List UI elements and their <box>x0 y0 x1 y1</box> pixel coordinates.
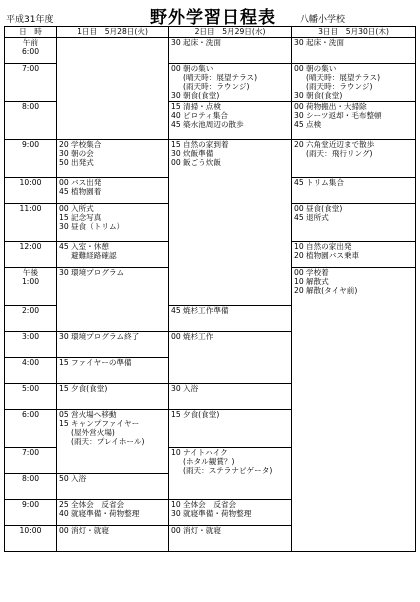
time-value: 4:00 <box>21 358 40 367</box>
entry-text: 焼杉工作準備 <box>183 306 229 315</box>
entry-minute: 00 <box>294 64 304 73</box>
entry-text: (雨天：飛行リング) <box>306 149 373 158</box>
entry-text: 全体会 反省会 <box>71 500 125 509</box>
entry-minute: 30 <box>59 222 69 231</box>
schedule-entry <box>59 251 166 260</box>
entry-minute: 00 <box>171 526 181 535</box>
schedule-entry <box>59 187 166 196</box>
entry-minute: 50 <box>59 158 69 167</box>
schedule-entry <box>171 509 289 518</box>
entry-text: キャンプファイヤー <box>71 419 140 428</box>
schedule-entry <box>171 466 289 475</box>
schedule-entry <box>59 140 166 149</box>
entry-text: 築水池周辺の散歩 <box>183 120 244 129</box>
entry-text: 入室・休憩 <box>71 242 109 251</box>
time-cell <box>5 64 57 102</box>
day2-cell <box>169 306 292 332</box>
time-value: 8:00 <box>21 474 40 483</box>
schedule-entry <box>294 277 413 286</box>
time-cell <box>5 268 57 306</box>
schedule-entry <box>59 428 166 437</box>
entry-minute: 00 <box>59 178 69 187</box>
day1-cell <box>57 204 169 242</box>
day3-cell <box>292 242 416 268</box>
entry-minute: 20 <box>294 251 304 260</box>
time-value: 9:00 <box>21 140 40 149</box>
entry-minute: 50 <box>59 474 69 483</box>
day2-cell <box>169 140 292 306</box>
entry-text: 朝食(食堂) <box>306 91 343 100</box>
entry-text: 六角堂近辺まで散歩 <box>306 140 375 149</box>
page-title: 野外学習日程表 <box>150 8 276 28</box>
entry-text: 荷物搬出・大掃除 <box>306 102 367 111</box>
entry-minute: 30 <box>59 149 69 158</box>
entry-minute <box>171 73 183 82</box>
schedule-body <box>5 27 416 552</box>
schedule-entry <box>59 204 166 213</box>
entry-minute: 15 <box>171 102 181 111</box>
entry-text: 全体会 反省会 <box>183 500 237 509</box>
day2-cell <box>169 500 292 526</box>
entry-text: 点検 <box>306 120 322 129</box>
entry-text: (雨天：プレイホール) <box>71 437 145 446</box>
entry-text: 昼食（トリム） <box>71 222 125 231</box>
time-row <box>5 38 416 64</box>
entry-minute: 30 <box>171 91 181 100</box>
schedule-entry <box>294 178 413 187</box>
time-value: 6:00 <box>21 410 40 419</box>
schedule-entry <box>59 509 166 518</box>
entry-minute <box>294 149 306 158</box>
day2-cell <box>169 384 292 410</box>
time-value: 6:00 <box>21 47 40 56</box>
entry-minute: 30 <box>59 268 69 277</box>
entry-minute: 30 <box>294 111 304 120</box>
entry-text: 飯ごう炊飯 <box>183 158 221 167</box>
entry-minute: 30 <box>294 38 304 47</box>
entry-text: 焼杉工作 <box>183 332 214 341</box>
entry-minute: 05 <box>59 410 69 419</box>
schedule-entry <box>59 437 166 446</box>
header-row <box>5 27 416 38</box>
schedule-entry <box>171 410 289 419</box>
schedule-entry <box>171 64 289 73</box>
entry-text: 退所式 <box>306 213 329 222</box>
time-value: 5:00 <box>21 384 40 393</box>
day2-cell <box>169 526 292 552</box>
entry-minute: 15 <box>59 384 69 393</box>
schedule-entry <box>59 242 166 251</box>
entry-text: 植物園バス乗車 <box>306 251 360 260</box>
entry-minute <box>171 457 183 466</box>
entry-minute: 00 <box>171 332 181 341</box>
entry-text: 起床・洗面 <box>183 38 221 47</box>
entry-minute: 15 <box>171 410 181 419</box>
schedule-entry <box>59 410 166 419</box>
day3-cell <box>292 140 416 178</box>
entry-minute: 00 <box>171 64 181 73</box>
schedule-entry <box>171 91 289 100</box>
time-cell <box>5 306 57 332</box>
entry-minute: 30 <box>171 384 181 393</box>
entry-minute: 20 <box>294 140 304 149</box>
time-value: 1:00 <box>21 277 40 286</box>
entry-minute: 20 <box>294 286 304 295</box>
entry-text: 学校着 <box>306 268 329 277</box>
schedule-entry <box>59 474 166 483</box>
day1-cell <box>57 358 169 384</box>
entry-text: 記念写真 <box>71 213 102 222</box>
time-value: 12:00 <box>19 242 42 251</box>
entry-minute: 45 <box>171 306 181 315</box>
schedule-entry <box>171 500 289 509</box>
entry-minute: 45 <box>59 242 69 251</box>
entry-text: 消灯・就寝 <box>183 526 221 535</box>
schedule-entry <box>59 268 166 277</box>
entry-text: 朝食(食堂) <box>183 91 220 100</box>
time-cell <box>5 410 57 448</box>
schedule-entry <box>294 251 413 260</box>
time-cell <box>5 474 57 500</box>
time-cell <box>5 38 57 64</box>
schedule-entry <box>171 149 289 158</box>
time-header: 日 時 <box>5 27 57 38</box>
time-period: 午後 <box>22 268 39 277</box>
entry-text: (屋外営火場) <box>71 428 115 437</box>
entry-minute: 00 <box>171 158 181 167</box>
time-value: 11:00 <box>19 204 42 213</box>
entry-minute: 45 <box>59 187 69 196</box>
entry-minute: 45 <box>294 178 304 187</box>
entry-text: 消灯・就寝 <box>71 526 109 535</box>
schedule-entry <box>59 384 166 393</box>
entry-text: 営火場へ移動 <box>71 410 117 419</box>
entry-minute: 10 <box>294 242 304 251</box>
entry-text: トリム集合 <box>306 178 344 187</box>
time-value: 10:00 <box>19 178 42 187</box>
entry-text: 朝の集い <box>306 64 337 73</box>
entry-minute <box>59 437 71 446</box>
entry-minute <box>171 466 183 475</box>
time-value: 2:00 <box>21 306 40 315</box>
schedule-entry <box>59 332 166 341</box>
day-header-3: 3日目 5月30日(木) <box>292 27 416 38</box>
schedule-entry <box>171 526 289 535</box>
entry-minute: 30 <box>59 332 69 341</box>
entry-text: 夕食(食堂) <box>183 410 220 419</box>
entry-minute: 00 <box>59 204 69 213</box>
day3-cell <box>292 178 416 204</box>
entry-text: ピロティ集合 <box>183 111 228 120</box>
schedule-entry <box>59 526 166 535</box>
entry-text: 環境プログラム <box>71 268 125 277</box>
entry-text: 環境プログラム終了 <box>71 332 140 341</box>
time-value: 3:00 <box>21 332 40 341</box>
school-name: 八幡小学校 <box>300 15 346 25</box>
entry-minute: 45 <box>171 120 181 129</box>
time-cell <box>5 242 57 268</box>
entry-minute: 00 <box>59 526 69 535</box>
entry-text: シーツ返却・毛布整頓 <box>306 111 382 120</box>
time-period: 午前 <box>22 38 39 47</box>
time-cell <box>5 358 57 384</box>
schedule-entry <box>294 242 413 251</box>
entry-minute: 00 <box>294 102 304 111</box>
entry-minute: 15 <box>171 140 181 149</box>
schedule-entry <box>59 178 166 187</box>
schedule-entry <box>294 204 413 213</box>
entry-text: (雨天時：ラウンジ) <box>183 82 250 91</box>
schedule-entry <box>59 213 166 222</box>
schedule-entry <box>294 286 413 295</box>
schedule-entry <box>171 158 289 167</box>
day3-cell <box>292 38 416 64</box>
time-cell <box>5 384 57 410</box>
schedule-entry <box>171 457 289 466</box>
day2-cell <box>169 64 292 102</box>
entry-text: (晴天時：展望テラス) <box>306 73 381 82</box>
entry-text: ファイヤーの準備 <box>71 358 132 367</box>
schedule-entry <box>294 213 413 222</box>
time-value: 9:00 <box>21 500 40 509</box>
schedule-entry <box>171 332 289 341</box>
schedule-entry <box>294 73 413 82</box>
entry-minute: 10 <box>171 448 181 457</box>
entry-minute: 15 <box>59 358 69 367</box>
entry-text: 就寝準備・荷物整理 <box>71 509 140 518</box>
schedule-entry <box>59 149 166 158</box>
entry-text: 就寝準備・荷物整理 <box>183 509 252 518</box>
day1-cell <box>57 384 169 410</box>
schedule-entry <box>294 111 413 120</box>
day-header-2: 2日目 5月29日(水) <box>169 27 292 38</box>
schedule-entry <box>171 38 289 47</box>
entry-minute: 40 <box>171 111 181 120</box>
schedule-entry <box>59 158 166 167</box>
entry-minute <box>294 82 306 91</box>
entry-text: 起床・洗面 <box>306 38 344 47</box>
entry-text: 自然の家到着 <box>183 140 229 149</box>
entry-minute: 10 <box>294 277 304 286</box>
day2-cell <box>169 410 292 448</box>
entry-minute: 30 <box>171 509 181 518</box>
time-value: 8:00 <box>21 102 40 111</box>
entry-text: バス出発 <box>71 178 102 187</box>
entry-text: 朝の集い <box>183 64 214 73</box>
entry-text: 入所式 <box>71 204 94 213</box>
entry-text: (雨天：ステラナビゲータ) <box>183 466 273 475</box>
entry-text: (ホタル観賞？) <box>183 457 235 466</box>
entry-text: 朝の会 <box>71 149 94 158</box>
day1-cell <box>57 474 169 500</box>
entry-text: 入浴 <box>183 384 199 393</box>
day1-cell <box>57 410 169 474</box>
schedule-entry <box>294 64 413 73</box>
entry-minute <box>171 82 183 91</box>
entry-text: 植物園着 <box>71 187 102 196</box>
schedule-entry <box>171 448 289 457</box>
schedule-entry <box>294 82 413 91</box>
schedule-entry <box>294 149 413 158</box>
day2-cell <box>169 448 292 500</box>
day1-cell <box>57 140 169 178</box>
time-cell <box>5 526 57 552</box>
entry-minute: 20 <box>59 140 69 149</box>
time-cell <box>5 140 57 178</box>
schedule-entry <box>171 384 289 393</box>
day1-cell <box>57 268 169 332</box>
time-cell <box>5 448 57 474</box>
entry-text: 清掃・点検 <box>183 102 221 111</box>
entry-text: 昼食(食堂) <box>306 204 343 213</box>
day2-cell <box>169 38 292 64</box>
time-value: 10:00 <box>19 526 42 535</box>
time-value: 7:00 <box>21 64 40 73</box>
entry-minute: 25 <box>59 500 69 509</box>
day-header-1: 1日目 5月28日(火) <box>57 27 169 38</box>
time-cell <box>5 102 57 140</box>
entry-minute: 45 <box>294 120 304 129</box>
day1-cell <box>57 38 169 140</box>
schedule-entry <box>294 91 413 100</box>
entry-minute: 00 <box>294 268 304 277</box>
schedule-entry <box>171 73 289 82</box>
entry-text: 夕食(食堂) <box>71 384 108 393</box>
entry-text: 解散(タイヤ前) <box>306 286 358 295</box>
entry-minute <box>59 428 71 437</box>
entry-minute <box>59 251 71 260</box>
day1-cell <box>57 500 169 526</box>
schedule-entry <box>171 82 289 91</box>
schedule-entry <box>294 120 413 129</box>
entry-minute <box>294 73 306 82</box>
schedule-entry <box>171 111 289 120</box>
schedule-entry <box>59 500 166 509</box>
time-row <box>5 140 416 178</box>
schedule-entry <box>59 358 166 367</box>
day3-cell <box>292 64 416 102</box>
day3-cell <box>292 268 416 552</box>
time-cell <box>5 332 57 358</box>
entry-minute: 15 <box>59 419 69 428</box>
entry-text: 解散式 <box>306 277 329 286</box>
time-cell <box>5 178 57 204</box>
entry-minute: 15 <box>59 213 69 222</box>
time-value: 7:00 <box>21 448 40 457</box>
schedule-entry <box>171 306 289 315</box>
day2-cell <box>169 332 292 384</box>
entry-text: 自然の家出発 <box>306 242 352 251</box>
schedule-entry <box>294 140 413 149</box>
entry-minute: 45 <box>294 213 304 222</box>
entry-minute: 30 <box>171 38 181 47</box>
schedule-entry <box>294 38 413 47</box>
time-cell <box>5 204 57 242</box>
entry-minute: 30 <box>171 149 181 158</box>
entry-text: ナイトハイク <box>183 448 228 457</box>
day1-cell <box>57 242 169 268</box>
entry-text: 避難経路確認 <box>71 251 117 260</box>
day3-cell <box>292 102 416 140</box>
schedule-entry <box>59 419 166 428</box>
schedule-table <box>4 26 416 552</box>
schedule-entry <box>294 268 413 277</box>
day1-cell <box>57 526 169 552</box>
fiscal-year: 平成31年度 <box>6 15 54 25</box>
entry-text: (雨天時：ラウンジ) <box>306 82 373 91</box>
entry-text: 炊飯準備 <box>183 149 214 158</box>
entry-text: 入浴 <box>71 474 87 483</box>
entry-minute: 10 <box>171 500 181 509</box>
day1-cell <box>57 332 169 358</box>
entry-minute: 40 <box>59 509 69 518</box>
schedule-entry <box>171 120 289 129</box>
schedule-entry <box>171 140 289 149</box>
entry-minute: 30 <box>294 91 304 100</box>
schedule-entry <box>294 102 413 111</box>
entry-text: 学校集合 <box>71 140 102 149</box>
entry-minute: 00 <box>294 204 304 213</box>
entry-text: (晴天時：展望テラス) <box>183 73 258 82</box>
entry-text: 出発式 <box>71 158 94 167</box>
schedule-entry <box>59 222 166 231</box>
day1-cell <box>57 178 169 204</box>
day3-cell <box>292 204 416 242</box>
schedule-entry <box>171 102 289 111</box>
day2-cell <box>169 102 292 140</box>
time-cell <box>5 500 57 526</box>
